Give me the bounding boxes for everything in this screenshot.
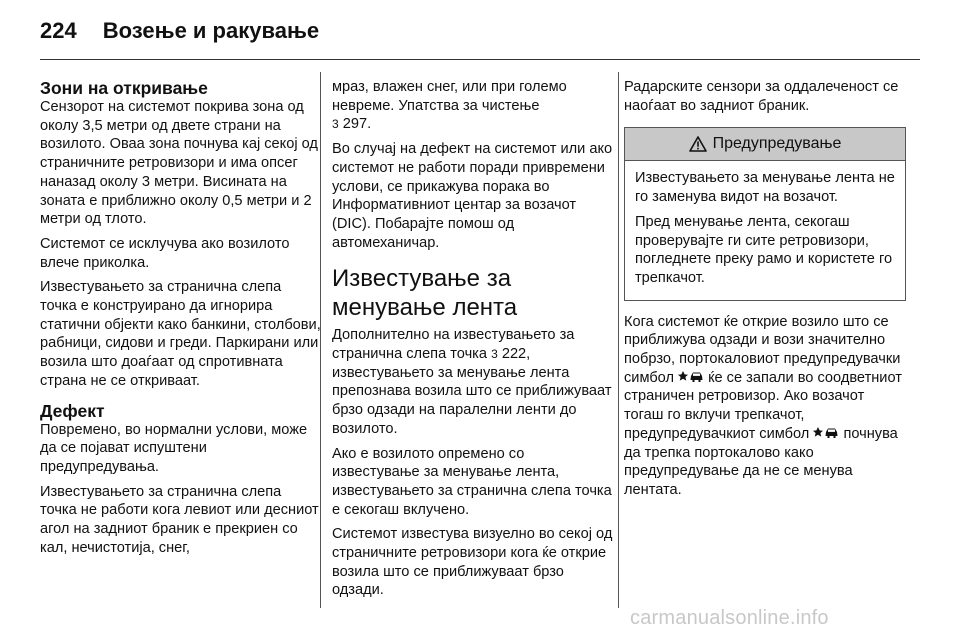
paragraph-text: почнува да трепка портокалово како предупредување да не се менува лентата. — [624, 425, 898, 498]
paragraph: Радарските сензори за оддалеченост се наоѓаат во задниот браник. — [624, 79, 899, 114]
column-middle — [332, 78, 614, 606]
paragraph: Известувањето за менување лента не го заменува видот на возачот. — [635, 170, 895, 206]
paragraph: Системот известува визуелно во секој од страничните ретровизори кога ќе открие возила што се приближуваат брзо одзади. — [332, 526, 613, 599]
paragraph — [624, 313, 906, 500]
column-left — [40, 78, 322, 563]
paragraph-text: мраз, влажен снег, или при големо невреме. Упатства за чистење — [332, 79, 567, 114]
page-header — [40, 18, 319, 50]
page-number: 224 — [40, 18, 77, 43]
section-heading-lane-change: Известување за менување лента — [332, 265, 518, 322]
paragraph — [332, 326, 614, 438]
paragraph: Известувањето за странична слепа точка не работи кога левиот или десниот агол на задниот браник е прекриен со кал, нечистотија, снег, — [40, 483, 319, 556]
page-reference-link[interactable]: 222, — [501, 346, 531, 363]
column-divider — [618, 72, 619, 608]
warning-title: Предупредување — [712, 135, 842, 153]
paragraph: Пред менување лента, секогаш проверувајте ги сите ретровизори, погледнете преку рамо и користете го трепкачот. — [635, 213, 893, 286]
section-heading-detection-zones: Зони на откривање — [40, 78, 208, 98]
reference-arrow-icon: 3 — [332, 117, 339, 132]
column-right — [624, 78, 906, 506]
header-divider — [40, 59, 920, 60]
page-reference-link[interactable]: 297. — [342, 116, 372, 133]
paragraph-text: Дополнително на известувањето за странична слепа точка — [332, 327, 575, 363]
warning-triangle-icon — [689, 136, 707, 152]
watermark: carmanualsonline.info — [630, 607, 829, 629]
reference-arrow-icon: 3 — [491, 347, 498, 362]
paragraph-text: Кога системот ќе открие возило што се приближува одзади и вози значително побрзо, портокаловиот предупредувачки симбол — [624, 313, 901, 386]
paragraph: Системот се исклучува ако возилото влече приколка. — [40, 235, 290, 271]
paragraph: Известувањето за странична слепа точка е конструирано да игнорира статични објекти како банкини, столбови, рабници, сидови и греди. Паркирани или возила што доаѓаат од спротивната страна не се откриваат. — [40, 279, 321, 389]
section-heading-fault: Дефект — [40, 400, 105, 421]
warning-body — [625, 161, 905, 299]
paragraph-text: ќе се запали во соодветниот страничен ретровизор. Ако возачот тогаш го вклучи трепкачот, предупредувачкиот симбол — [624, 369, 902, 442]
blind-spot-car-icon — [678, 370, 704, 383]
blind-spot-car-icon — [813, 426, 839, 439]
paragraph — [332, 78, 614, 134]
warning-header — [625, 128, 905, 161]
paragraph: Повремено, во нормални услови, може да се појават испуштени предупредувања. — [40, 421, 308, 475]
paragraph-text: известувањето за менување лента препознава возила што се приближуваат брзо одзади на паралелни ленти до возилото. — [332, 364, 612, 437]
paragraph: Сензорот на системот покрива зона од околу 3,5 метри од двете страни на возилото. Оваа зона почнува кај секој од страничните ретровизори и има опсег наназад околу 3 метри. Висината на зоната е приближно околу 0,5 метри и 2 метри од тлото. — [40, 99, 318, 228]
paragraph: Ако е возилото опремено со известување за менување лента, известувањето за странична слепа точка е секогаш вклучено. — [332, 445, 612, 518]
paragraph: Во случај на дефект на системот или ако системот не работи поради привремени услови, се прикажува порака во Информативниот центар за возачот (DIC). Побарајте помош од автомеханичар. — [332, 141, 613, 251]
page-title: Возење и ракување — [102, 18, 320, 43]
warning-box — [624, 127, 906, 300]
